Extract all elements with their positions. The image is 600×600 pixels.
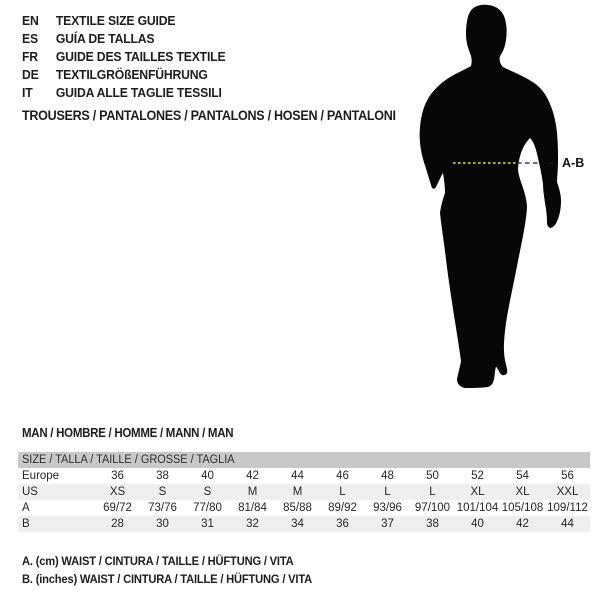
size-cell: 42 xyxy=(246,470,259,482)
size-cell: 56 xyxy=(561,470,574,482)
language-code: FR xyxy=(22,49,38,64)
size-cell: S xyxy=(203,486,212,498)
language-row-es xyxy=(22,30,225,48)
size-cell: 38 xyxy=(426,518,439,530)
language-title-block xyxy=(22,12,238,102)
size-cell: 93/96 xyxy=(373,502,402,514)
size-cell: 52 xyxy=(471,470,484,482)
size-cell: 85/88 xyxy=(283,502,312,514)
size-cell: 40 xyxy=(201,470,214,482)
size-cell: 54 xyxy=(516,470,529,482)
row-label: A xyxy=(22,502,30,514)
size-cell: 31 xyxy=(201,518,214,530)
size-cell: 44 xyxy=(561,518,574,530)
language-code: DE xyxy=(22,67,39,82)
guide-title: GUIDA ALLE TAGLIE TESSILI xyxy=(55,85,222,100)
size-cell: 34 xyxy=(291,518,304,530)
size-cell: 37 xyxy=(381,518,394,530)
size-cell: 40 xyxy=(471,518,484,530)
size-cell: 81/84 xyxy=(238,502,267,514)
size-cell: L xyxy=(339,486,346,498)
size-cell: 48 xyxy=(381,470,394,482)
language-row-it xyxy=(22,84,225,102)
size-table-rows xyxy=(18,468,590,532)
table-row-b xyxy=(18,516,590,532)
size-cell: 38 xyxy=(156,470,169,482)
table-row-us xyxy=(18,484,590,500)
guide-title: TEXTILE SIZE GUIDE xyxy=(55,13,176,28)
size-cell: XL xyxy=(470,486,485,498)
measurement-notes xyxy=(22,553,334,588)
size-cell: XS xyxy=(109,486,126,498)
size-cell: 50 xyxy=(426,470,439,482)
size-cell: 109/112 xyxy=(547,502,588,514)
category-heading: TROUSERS / PANTALONES / PANTALONS / HOSEN / PANTALONI xyxy=(22,108,396,123)
size-table-header-text: SIZE / TALLA / TAILLE / GRÖSSE / TAGLIA xyxy=(22,454,235,466)
row-label: B xyxy=(22,518,30,530)
size-cell: M xyxy=(292,486,303,498)
row-label: US xyxy=(22,486,38,498)
size-cell: 105/108 xyxy=(501,502,544,514)
language-row-en xyxy=(22,12,225,30)
man-silhouette-figure xyxy=(410,0,600,410)
size-cell: 73/76 xyxy=(148,502,177,514)
size-table-header-bar xyxy=(18,452,590,468)
size-cell: 42 xyxy=(516,518,529,530)
size-cell: XL xyxy=(515,486,530,498)
guide-title: GUIDE DES TAILLES TEXTILE xyxy=(55,49,226,64)
row-label: Europe xyxy=(22,470,60,482)
size-cell: 36 xyxy=(336,518,349,530)
man-silhouette xyxy=(420,5,561,388)
language-row-de xyxy=(22,66,225,84)
size-cell: 97/100 xyxy=(414,502,451,514)
measure-label: A-B xyxy=(562,156,585,170)
size-cell: M xyxy=(247,486,258,498)
size-cell: S xyxy=(158,486,167,498)
size-cell: 30 xyxy=(156,518,169,530)
note-line: A. (cm) WAIST / CINTURA / TAILLE / HÜFTUNG / VITA xyxy=(22,554,294,568)
size-cell: L xyxy=(384,486,391,498)
size-cell: 36 xyxy=(111,470,124,482)
size-cell: L xyxy=(429,486,436,498)
size-cell: 69/72 xyxy=(103,502,132,514)
language-code: EN xyxy=(22,13,39,28)
man-section-heading: MAN / HOMBRE / HOMME / MANN / MAN xyxy=(22,426,234,440)
size-table xyxy=(18,452,590,532)
language-code: ES xyxy=(22,31,38,46)
language-row-fr xyxy=(22,48,225,66)
size-cell: 44 xyxy=(291,470,304,482)
guide-title: GUÍA DE TALLAS xyxy=(55,31,155,46)
size-cell: 46 xyxy=(336,470,349,482)
size-cell: 89/92 xyxy=(328,502,357,514)
size-cell: 32 xyxy=(246,518,259,530)
size-cell: 28 xyxy=(111,518,124,530)
size-cell: 77/80 xyxy=(193,502,222,514)
language-code: IT xyxy=(22,85,33,100)
table-row-a xyxy=(18,500,590,516)
note-line: B. (inches) WAIST / CINTURA / TAILLE / HÜFTUNG / VITA xyxy=(22,571,313,586)
table-row-europe xyxy=(18,468,590,484)
size-cell: XXL xyxy=(556,486,579,498)
size-cell: 101/104 xyxy=(456,502,499,514)
guide-title: TEXTILGRÖßENFÜHRUNG xyxy=(55,67,208,82)
